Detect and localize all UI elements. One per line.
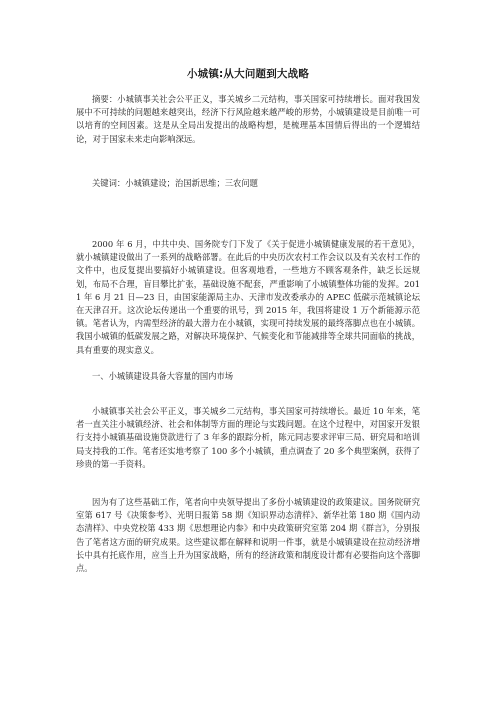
body-paragraph-1: 2000 年 6 月，中共中央、国务院专门下发了《关于促进小城镇健康发展的若干意见》，就小城镇建设做出了一系列的战略部署。在此后的中央历次农村工作会议以及有关农村工作的文件中，也反复提出要搞好小城镇建设。但客观地看，一些地方不顾客观条件，缺乏长远规划，布局不合理，盲目攀比扩张，基础设施不配套，严重影响了小城镇整体功能的发挥。2011 年 6 月 21 日—23 日，由国家能源局主办、天津市发改委承办的 APEC 低碳示范城镇论坛在天津召开。这次论坛传递出一个重要的讯号，到 2015 年，我国将建设 1 万个新能源示范镇。笔者认为，内需型经济的最大潜力在小城镇，实现可持续发展的最终落脚点也在小城镇。我国小城镇的低碳发展之路，对解决环境保护、气候变化和节能减排等全球共同面临的挑战，具有重要的现实意义。 — [76, 239, 420, 355]
body-paragraph-2: 小城镇事关社会公平正义，事关城乡二元结构，事关国家可持续增长。最近 10 年来，笔者一直关注小城镇经济、社会和体制等方面的理论与实践问题。在这个过程中，对国家开发银行支持小城镇基础设施贷款进行了 3 年多的跟踪分析，陈元同志要求评审三局、研究局和培训局支持我的工作。笔者还实地考察了 100 多个小城镇，重点调查了 20 多个典型案例，获得了珍贵的第一手资料。 — [76, 406, 420, 469]
document-title: 小城镇:从大问题到大战略 — [186, 68, 310, 80]
abstract-paragraph: 摘要：小城镇事关社会公平正义，事关城乡二元结构，事关国家可持续增长。面对我国发展中不可持续的问题越来越突出，经济下行风险越来越严峻的形势，小城镇建设是目前唯一可以培育的空间因素。这是从全局出发提出的战略构想，是梳理基本国情后得出的一个逻辑结论，对于国家未来走向影响深远。 — [76, 94, 420, 144]
keywords-line: 关键词：小城镇建设；治国新思维；三农问题 — [92, 178, 258, 188]
section-heading-1: 一、小城镇建设具备大容量的国内市场 — [92, 371, 234, 381]
body-paragraph-3: 因为有了这些基础工作，笔者向中央领导提出了多份小城镇建设的政策建议。国务院研究室第 617 号《决策参考》、光明日报第 58 期《知识界动态清样》、新华社第 180 期《国内动态清样》、中央党校第 433 期《思想理论内参》和中央政策研究室第 204 期《群言》，分别报告了笔者这方面的研究成果。这些建议都在解释和说明一件事，就是小城镇建设在拉动经济增长中具有托底作用，应当上升为国家战略，所有的经济政策和制度设计都有必要指向这个落脚点。 — [76, 497, 420, 574]
